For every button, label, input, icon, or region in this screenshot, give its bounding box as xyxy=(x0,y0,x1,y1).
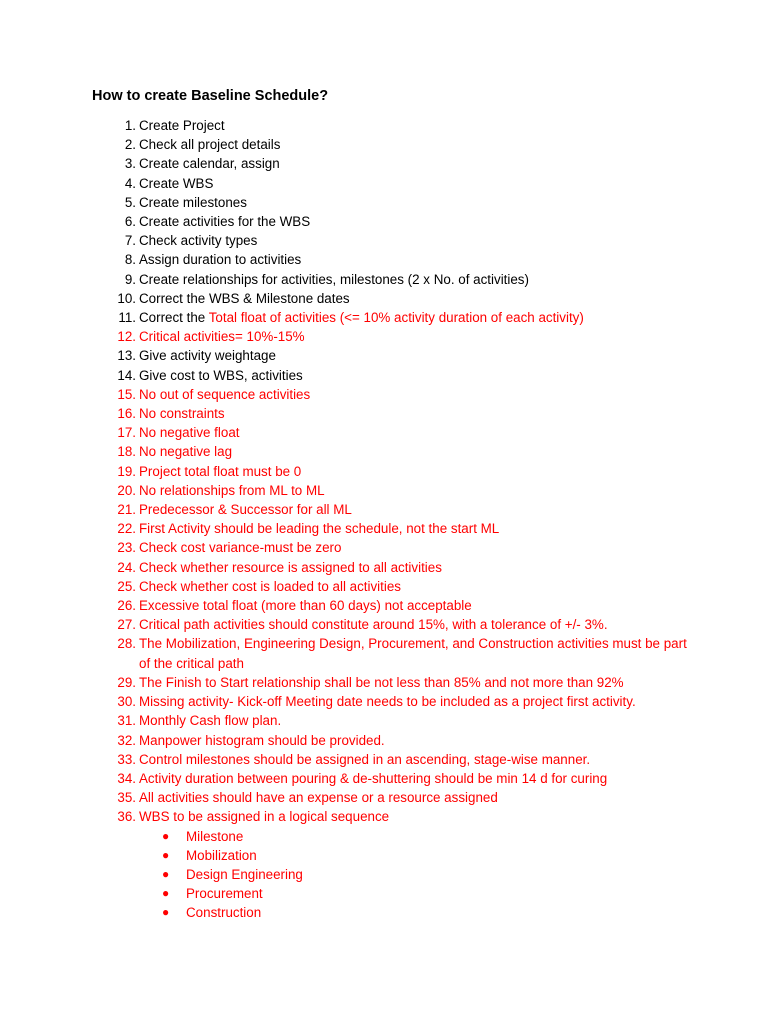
item-number: 3. xyxy=(124,156,136,172)
item-number: 7. xyxy=(124,233,136,249)
list-item xyxy=(0,135,768,154)
item-text xyxy=(139,615,699,634)
item-text xyxy=(139,692,699,711)
item-text xyxy=(139,385,699,404)
item-number: 35. xyxy=(117,790,136,806)
item-text xyxy=(139,154,699,173)
item-text xyxy=(139,807,699,826)
item-number: 11. xyxy=(118,310,136,326)
list-item xyxy=(0,212,768,231)
item-text xyxy=(139,135,699,154)
bullet-icon: ● xyxy=(162,828,170,843)
item-number: 24. xyxy=(117,559,136,575)
item-text-highlight: WBS to be assigned in a logical sequence xyxy=(139,809,390,825)
item-text xyxy=(139,462,699,481)
list-item xyxy=(0,327,768,346)
item-text-highlight: Activity duration between pouring & de-shuttering should be min 14 d for curing xyxy=(139,770,608,786)
item-text-default: Create WBS xyxy=(139,175,214,191)
item-text-highlight: The Mobilization, Engineering Design, Procurement, and Construction activities must be part of the critical path xyxy=(139,636,687,671)
list-item xyxy=(0,481,768,500)
item-number: 26. xyxy=(117,598,136,614)
item-text xyxy=(139,193,699,212)
item-text-highlight: No negative float xyxy=(139,425,240,441)
list-item xyxy=(0,346,768,365)
list-item xyxy=(0,634,768,672)
list-item xyxy=(0,500,768,519)
item-text xyxy=(139,212,699,231)
sub-item-text: Construction xyxy=(186,905,262,921)
item-number: 36. xyxy=(117,809,136,825)
item-text-default: Create calendar, assign xyxy=(139,156,280,172)
list-item xyxy=(0,788,768,807)
item-text xyxy=(139,423,699,442)
list-item xyxy=(0,366,768,385)
item-text xyxy=(139,366,699,385)
item-number: 2. xyxy=(124,137,136,153)
item-text-default: Create milestones xyxy=(139,194,247,210)
item-number: 32. xyxy=(117,732,136,748)
list-item xyxy=(0,270,768,289)
item-text-default: Check all project details xyxy=(139,137,281,153)
item-text-highlight: No constraints xyxy=(139,406,225,422)
item-text xyxy=(139,596,699,615)
item-text xyxy=(139,231,699,250)
item-number: 5. xyxy=(124,194,136,210)
item-text-highlight: Critical path activities should constitute around 15%, with a tolerance of +/- 3%. xyxy=(139,617,608,633)
item-text-default: Check activity types xyxy=(139,233,258,249)
item-text xyxy=(139,250,699,269)
item-number: 17. xyxy=(117,425,136,441)
bullet-icon: ● xyxy=(162,886,170,901)
list-item xyxy=(0,615,768,634)
list-item xyxy=(0,289,768,308)
item-text-highlight: No out of sequence activities xyxy=(139,386,311,402)
item-number: 30. xyxy=(117,694,136,710)
list-item xyxy=(0,577,768,596)
list-item xyxy=(0,193,768,212)
item-text xyxy=(139,577,699,596)
item-text-highlight: Control milestones should be assigned in an ascending, stage-wise manner. xyxy=(139,751,591,767)
item-text-highlight: No negative lag xyxy=(139,444,233,460)
item-text-highlight: Missing activity- Kick-off Meeting date needs to be included as a project first activity. xyxy=(139,694,636,710)
item-text-default: Correct the xyxy=(139,310,209,326)
sub-item-text: Milestone xyxy=(186,828,244,844)
item-text xyxy=(139,788,699,807)
list-item xyxy=(0,174,768,193)
item-number: 25. xyxy=(117,578,136,594)
item-number: 8. xyxy=(124,252,136,268)
item-number: 19. xyxy=(117,463,136,479)
item-number: 34. xyxy=(117,770,136,786)
item-text xyxy=(139,404,699,423)
item-text-highlight: First Activity should be leading the schedule, not the start ML xyxy=(139,521,500,537)
list-item xyxy=(0,423,768,442)
list-item xyxy=(0,673,768,692)
item-text-highlight: Manpower histogram should be provided. xyxy=(139,732,385,748)
item-number: 31. xyxy=(117,713,136,729)
item-number: 10. xyxy=(117,290,136,306)
list-item xyxy=(0,308,768,327)
item-text xyxy=(139,270,699,289)
item-text xyxy=(139,731,699,750)
sub-list-item xyxy=(0,903,768,922)
list-item xyxy=(0,807,768,922)
item-text xyxy=(139,116,699,135)
item-text-highlight: Check whether cost is loaded to all activities xyxy=(139,578,401,594)
item-number: 28. xyxy=(117,636,136,652)
list-item xyxy=(0,538,768,557)
bullet-icon: ● xyxy=(162,905,170,920)
list-item xyxy=(0,250,768,269)
item-number: 1. xyxy=(124,118,136,133)
item-number: 13. xyxy=(117,348,136,364)
sub-list-item xyxy=(0,827,768,846)
list-item xyxy=(0,750,768,769)
item-text-highlight: Critical activities= 10%-15% xyxy=(139,329,305,345)
item-number: 21. xyxy=(117,502,136,518)
item-text xyxy=(139,289,699,308)
item-text-default: Create relationships for activities, milestones (2 x No. of activities) xyxy=(139,271,529,287)
sub-item-text: Procurement xyxy=(186,886,263,902)
list-item xyxy=(0,154,768,173)
sub-list-item xyxy=(0,884,768,903)
list-item xyxy=(0,558,768,577)
list-item xyxy=(0,769,768,788)
item-text-highlight: Excessive total float (more than 60 days) not acceptable xyxy=(139,598,472,614)
list-item xyxy=(0,442,768,461)
list-item xyxy=(0,731,768,750)
list-item xyxy=(0,596,768,615)
item-text-default: Give cost to WBS, activities xyxy=(139,367,303,383)
item-text-highlight: Check cost variance-must be zero xyxy=(139,540,342,556)
list-item xyxy=(0,462,768,481)
item-number: 4. xyxy=(124,175,136,191)
item-text-default: Give activity weightage xyxy=(139,348,276,364)
sub-list-item xyxy=(0,846,768,865)
item-number: 15. xyxy=(117,386,136,402)
item-text-default: Create Project xyxy=(139,118,225,133)
item-text xyxy=(139,673,699,692)
wbs-sequence-list xyxy=(0,827,768,923)
item-text xyxy=(139,750,699,769)
item-text-default: Create activities for the WBS xyxy=(139,214,311,230)
item-text-highlight: Predecessor & Successor for all ML xyxy=(139,502,352,518)
steps-list xyxy=(0,116,768,923)
sub-item-text: Mobilization xyxy=(186,847,257,863)
item-text-highlight: All activities should have an expense or a resource assigned xyxy=(139,790,498,806)
bullet-icon: ● xyxy=(162,866,170,881)
list-item xyxy=(0,385,768,404)
item-text xyxy=(139,327,699,346)
item-text xyxy=(139,519,699,538)
item-number: 33. xyxy=(117,751,136,767)
item-text xyxy=(139,346,699,365)
bullet-icon: ● xyxy=(162,847,170,862)
item-number: 29. xyxy=(117,674,136,690)
item-text xyxy=(139,442,699,461)
item-text xyxy=(139,538,699,557)
item-text xyxy=(139,558,699,577)
item-number: 22. xyxy=(117,521,136,537)
item-text xyxy=(139,481,699,500)
item-text-default: Correct the WBS & Milestone dates xyxy=(139,290,350,306)
item-text-highlight: Project total float must be 0 xyxy=(139,463,302,479)
page-title: How to create Baseline Schedule? xyxy=(92,88,329,104)
item-text xyxy=(139,500,699,519)
item-text-highlight: The Finish to Start relationship shall be not less than 85% and not more than 92% xyxy=(139,674,624,690)
item-text xyxy=(139,634,699,672)
item-number: 16. xyxy=(117,406,136,422)
item-text xyxy=(139,174,699,193)
item-text xyxy=(139,308,699,327)
item-text-highlight: Monthly Cash flow plan. xyxy=(139,713,282,729)
sub-item-text: Design Engineering xyxy=(186,866,303,882)
item-text-highlight: Total float of activities (<= 10% activity duration of each activity) xyxy=(208,310,584,326)
list-item xyxy=(0,711,768,730)
item-number: 12. xyxy=(117,329,136,345)
item-number: 6. xyxy=(124,214,136,230)
sub-list-item xyxy=(0,865,768,884)
item-text-highlight: Check whether resource is assigned to all activities xyxy=(139,559,442,575)
item-number: 14. xyxy=(117,367,136,383)
item-number: 18. xyxy=(117,444,136,460)
item-number: 9. xyxy=(124,271,136,287)
item-text-default: Assign duration to activities xyxy=(139,252,302,268)
list-item xyxy=(0,692,768,711)
item-text-highlight: No relationships from ML to ML xyxy=(139,482,325,498)
item-text xyxy=(139,711,699,730)
item-number: 23. xyxy=(117,540,136,556)
list-item xyxy=(0,116,768,135)
list-item xyxy=(0,231,768,250)
item-text xyxy=(139,769,699,788)
item-number: 20. xyxy=(117,482,136,498)
list-item xyxy=(0,519,768,538)
list-item xyxy=(0,404,768,423)
item-number: 27. xyxy=(117,617,136,633)
